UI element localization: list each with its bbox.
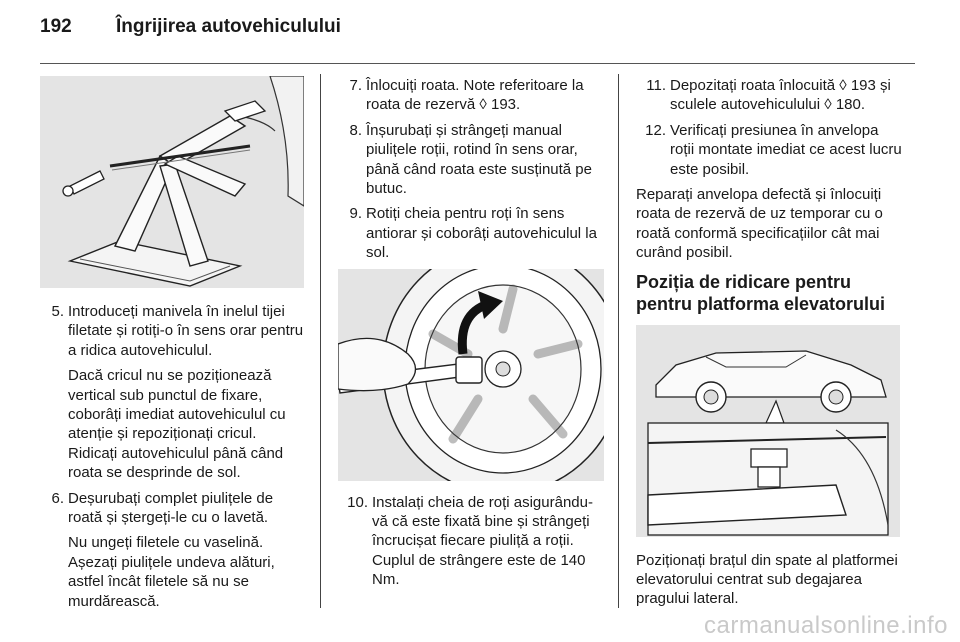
- step-7: [338, 76, 604, 115]
- step-11-number: 11.: [646, 77, 666, 94]
- step-10: [338, 493, 604, 590]
- lift-platform-illustration: [636, 325, 900, 537]
- column-divider-right: [618, 74, 619, 608]
- column-left: [40, 76, 304, 617]
- step-9-number: 9.: [349, 205, 362, 223]
- step-7-number: 7.: [349, 77, 362, 94]
- step-6-text: Deșurubați complet piulițele de roată și ștergeți-le cu o lavetă.: [68, 489, 274, 527]
- step-12: [636, 121, 902, 179]
- step-11-text: Depozitați roata înlocuită ◊ 193 și sculele autovehiculului ◊ 180.: [670, 77, 891, 114]
- step-5: [40, 302, 304, 360]
- step-8-number: 8.: [349, 121, 362, 139]
- column-middle: [338, 76, 604, 596]
- lift-platform-drawing: [636, 325, 900, 537]
- step-8: [338, 121, 604, 199]
- column-divider-left: [320, 74, 321, 608]
- page-header: [40, 16, 341, 46]
- step-10-text: Instalați cheia de roți asigurându-vă că este fixată bine și strângeți încrucișat fiecare piuliță a roții. Cuplul de strângere este de 140 Nm.: [372, 493, 593, 589]
- scissor-jack-drawing: [40, 76, 304, 288]
- step-6-note: Nu ungeți filetele cu vaselină. Așezați piulițele undeva alături, astfel încât filetele să nu se murdărească.: [68, 534, 275, 610]
- step-6-number: 6.: [51, 489, 64, 507]
- step-11: [636, 76, 902, 115]
- page-number: 192: [40, 16, 72, 37]
- lift-section-heading: Poziția de ridicare pentru pentru platforma elevatorului: [636, 271, 886, 314]
- step-9-text: Rotiți cheia pentru roți în sens antiorar și coborâți autovehiculul la sol.: [366, 205, 597, 262]
- step-9: [338, 204, 604, 262]
- step-12-text: Verificați presiunea în anvelopa roții montate imediat ce acest lucru este posibil.: [670, 121, 902, 178]
- step-6: [40, 489, 304, 528]
- header-rule: [40, 63, 915, 64]
- column-right: [636, 76, 902, 617]
- chapter-title: Îngrijirea autovehiculului: [116, 16, 341, 37]
- step-5-number: 5.: [51, 303, 64, 320]
- scissor-jack-illustration: [40, 76, 304, 288]
- step-7-text: Înlocuiți roata. Note referitoare la roata de rezervă ◊ 193.: [366, 77, 584, 114]
- step-12-number: 12.: [645, 121, 666, 139]
- step-8-text: Înșurubați și strângeți manual piulițele roții, rotind în sens orar, până când roata este susținută pe butuc.: [366, 121, 592, 198]
- wheel-wrench-drawing: [338, 269, 604, 481]
- repair-paragraph: Reparați anvelopa defectă și înlocuiți roata de rezervă de uz temporar cu o roată conformă specificațiilor cât mai curând posibil.: [636, 186, 883, 262]
- step-5-note: Dacă cricul nu se poziționează vertical sub punctul de fixare, coborâți imediat autovehiculul cu atenție și repoziționați cricul. Ridicați autovehiculul până când roata se desprinde de sol.: [68, 367, 286, 482]
- watermark: carmanualsonline.info: [704, 612, 948, 639]
- step-5-text: Introduceți manivela în inelul tijei filetate și rotiți-o în sens orar pentru a ridica autovehiculul.: [68, 303, 304, 359]
- wheel-wrench-illustration: [338, 269, 604, 481]
- lift-paragraph: Poziționați brațul din spate al platformei elevatorului centrat sub degajarea pragului lateral.: [636, 551, 898, 608]
- step-10-number: 10.: [347, 493, 368, 511]
